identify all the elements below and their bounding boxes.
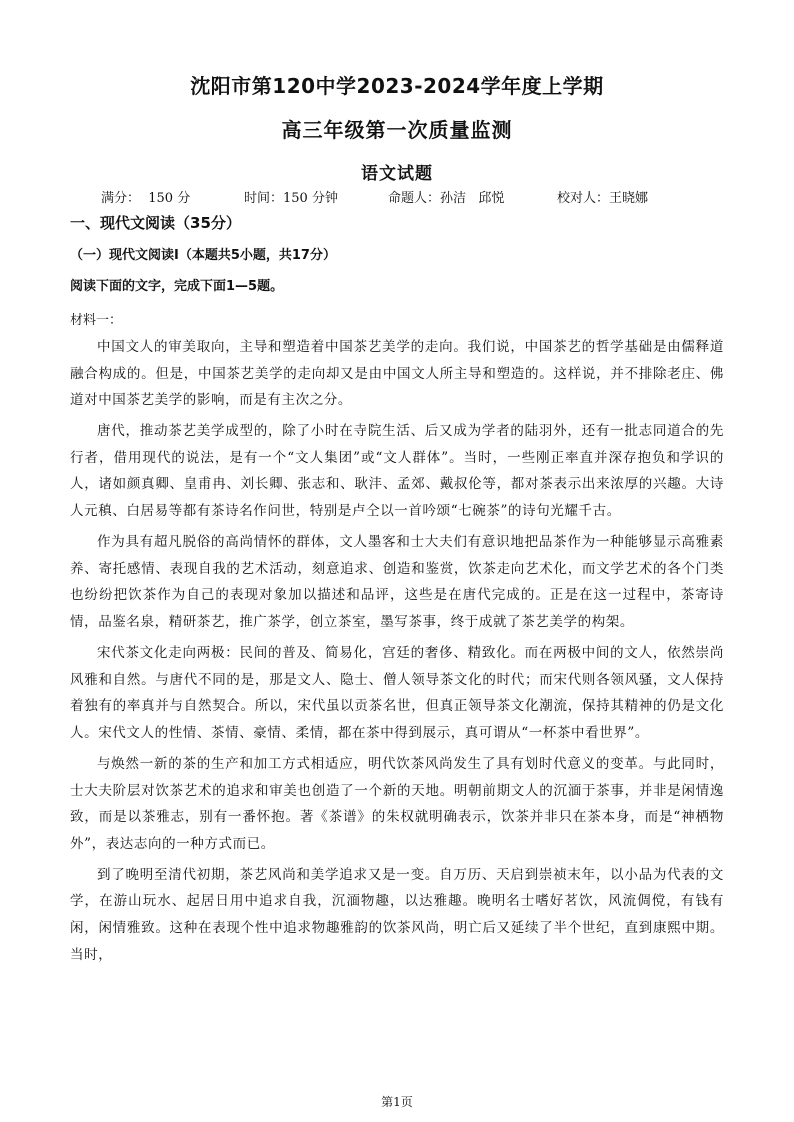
paragraph: 到了晚明至清代初期，茶艺风尚和美学追求又是一变。自万历、天启到崇祯末年，以小品为代表的文学，在游山玩水、起居日用中追求自我，沉湎物趣，以达雅趣。晚明名士嗜好茗饮，风流倜傥，有钱有闲，闲情雅致。这种在表现个性中追求物趣雅韵的饮茶风尚，明亡后又延续了半个世纪，直到康熙中期。当时，	[70, 866, 724, 963]
paragraph: 唐代，推动茶艺美学成型的，除了小时在寺院生活、后又成为学者的陆羽外，还有一批志同道合的先行者，借用现代的说法，是有一个“文人集团”或“文人群体”。当时，一些刚正率直并深存抱负和学识的人，诸如颜真卿、皇甫冉、刘长卿、张志和、耿沣、孟郊、戴叔伦等，都对茶表示出来浓厚的兴趣。大诗人元稹、白居易等都有茶诗名作问世，特别是卢仝以一首吟颂“七碗茶”的诗句光耀千古。	[70, 423, 724, 520]
meta-proofreader: 校对人：王晓娜	[557, 191, 649, 206]
subsection-heading: （一）现代文阅读Ⅰ（本题共5小题，共17分）	[70, 248, 336, 263]
meta-time: 时间：150 分钟	[244, 191, 338, 206]
material-label: 材料一：	[70, 313, 123, 328]
exam-title-subject: 语文试题	[361, 164, 433, 184]
paragraph: 宋代茶文化走向两极：民间的普及、简易化，宫廷的奢侈、精致化。而在两极中间的文人，依然崇尚风雅和自然。与唐代不同的是，那是文人、隐士、僧人领导茶文化的时代；而宋代则各领风骚，文人保持着独有的率真并与自然契合。所以，宋代虽以贡茶名世，但真正领导茶文化潮流，保持其精神的仍是文化人。宋代文人的性情、茶情、豪情、柔情，都在茶中得到展示，真可谓从“一杯茶中看世界”。	[70, 645, 724, 741]
paragraph: 作为具有超凡脱俗的高尚情怀的群体，文人墨客和士大夫们有意识地把品茶作为一种能够显示高雅素养、寄托感情、表现自我的艺术活动，刻意追求、创造和鉴赏，饮茶走向艺术化，而文学艺术的各个门类也纷纷把饮茶作为自己的表现对象加以描述和品评，这些是在唐代完成的。正是在这一过程中，茶寄诗情，品鉴名泉，精研茶艺，推广茶学，创立茶室，墨写茶事，终于成就了茶艺美学的构架。	[70, 534, 724, 630]
reading-instruction: 阅读下面的文字，完成下面1—5题。	[70, 279, 284, 294]
section-heading: 一、现代文阅读（35分）	[70, 214, 241, 232]
exam-meta-row	[0, 187, 794, 207]
paragraph: 与焕然一新的茶的生产和加工方式相适应，明代饮茶风尚发生了具有划时代意义的变革。与此同时，士大夫阶层对饮茶艺术的追求和审美也创造了一个新的天地。明朝前期文人的沉湎于茶事，并非是闲情逸致，而是以茶雅志，别有一番怀抱。著《茶谱》的朱权就明确表示，饮茶并非只在茶本身，而是“神栖物外”，表达志向的一种方式而已。	[70, 755, 724, 852]
meta-author: 命题人：孙洁 邱悦	[388, 191, 505, 206]
meta-score: 满分： 150 分	[101, 191, 191, 206]
material-body	[70, 334, 724, 973]
exam-title-school: 沈阳市第120中学2023-2024学年度上学期	[190, 74, 604, 98]
exam-title-grade: 高三年级第一次质量监测	[281, 118, 513, 142]
page-number: 第1页	[381, 1095, 413, 1109]
paragraph: 中国文人的审美取向，主导和塑造着中国茶艺美学的走向。我们说，中国茶艺的哲学基础是由儒释道融合构成的。但是，中国茶艺美学的走向却又是由中国文人所主导和塑造的。这样说，并不排除老庄、佛道对中国茶艺美学的影响，而是有主次之分。	[70, 339, 724, 409]
